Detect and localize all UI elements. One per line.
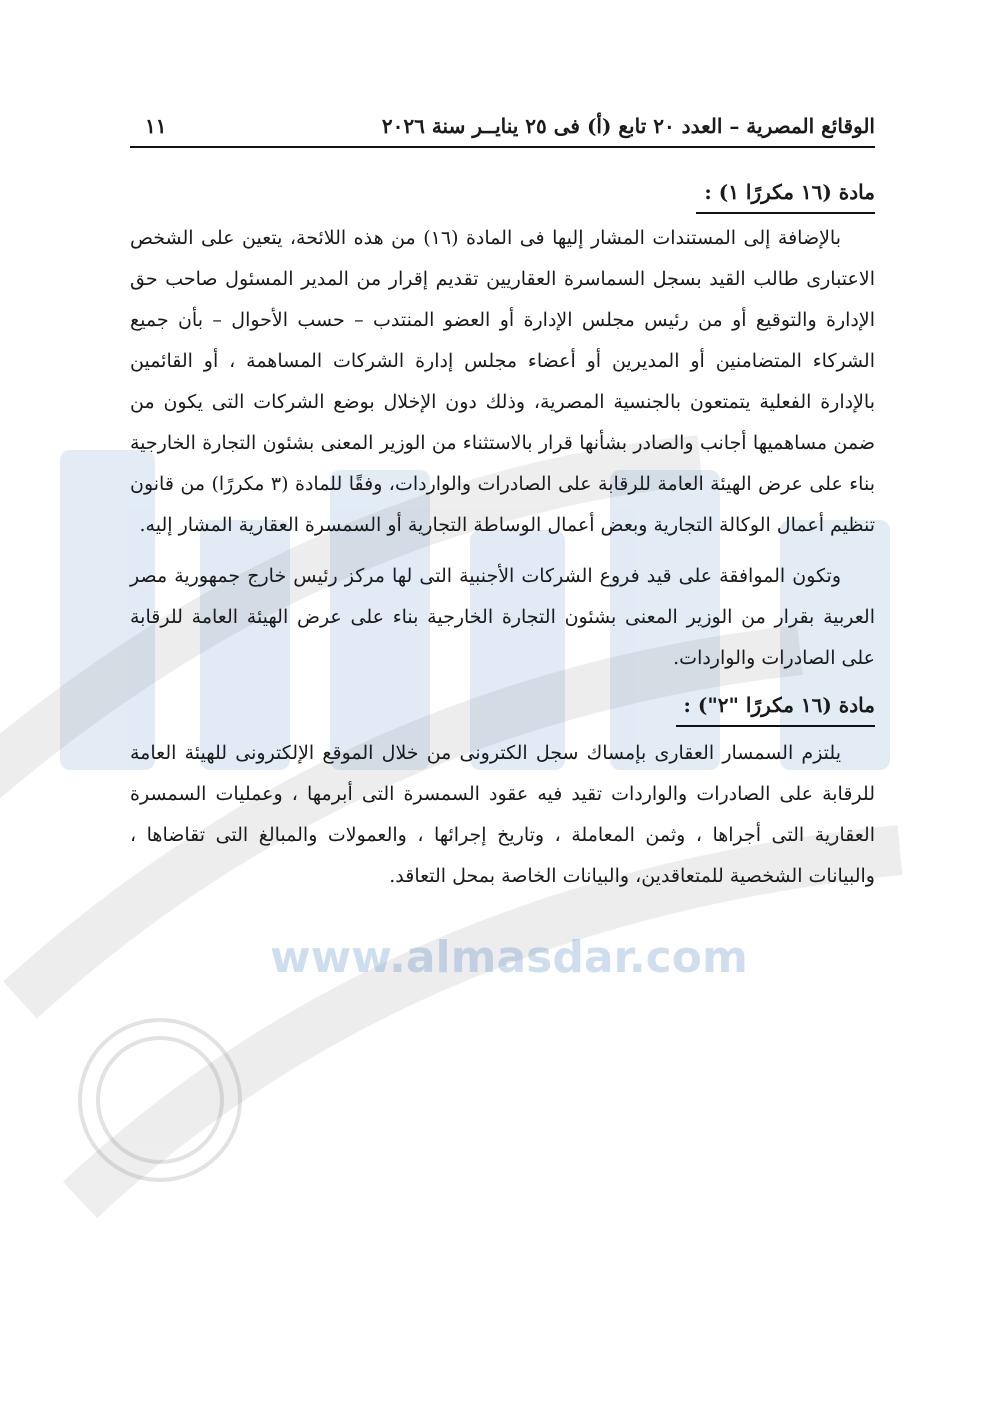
page-number: ١١ bbox=[145, 114, 167, 138]
article-1-title: مادة (١٦ مكررًا ١) : bbox=[130, 174, 875, 210]
page-header bbox=[130, 100, 875, 148]
article-2 bbox=[130, 687, 875, 897]
document-page bbox=[130, 100, 875, 897]
article-1 bbox=[130, 174, 875, 679]
article-2-paragraph-1: يلتزم السمسار العقارى بإمساك سجل الكترونى من خلال الموقع الإلكترونى للهيئة العامة للرقابة على الصادرات والواردات تقيد فيه عقود السمسرة التى أبرمها ، وعمليات السمسرة العقارية التى أجراها ، وثمن المعاملة ، وتاريخ إجرائها ، والعمولات والمبالغ التى تقاضاها ، والبيانات الشخصية للمتعاقدين، والبيانات الخاصة بمحل التعاقد. bbox=[130, 742, 875, 887]
article-2-title: مادة (١٦ مكررًا "٢") : bbox=[130, 687, 875, 723]
article-1-paragraph-2: وتكون الموافقة على قيد فروع الشركات الأجنبية التى لها مركز رئيس خارج جمهورية مصر العربية بقرار من الوزير المعنى بشئون التجارة الخارجية بناء على عرض الهيئة العامة للرقابة على الصادرات والواردات. bbox=[130, 565, 875, 669]
header-title: الوقائع المصرية – العدد ٢٠ تابع (أ) فى ٢٥ ينايــر سنة ٢٠٢٦ bbox=[381, 114, 875, 138]
watermark-url: www.almasdar.com bbox=[270, 932, 748, 983]
article-1-paragraph-1: بالإضافة إلى المستندات المشار إليها فى المادة (١٦) من هذه اللائحة، يتعين على الشخص الاعتبارى طالب القيد بسجل السماسرة العقاريين تقديم إقرار من المدير المسئول صاحب حق الإدارة والتوقيع أو من رئيس مجلس الإدارة أو العضو المنتدب – حسب الأحوال – بأن جميع الشركاء المتضامنين أو المديرين أو أعضاء مجلس إدارة الشركات المساهمة ، أو القائمين بالإدارة الفعلية يتمتعون بالجنسية المصرية، وذلك دون الإخلال بوضع الشركات التى يكون من ضمن مساهميها أجانب والصادر بشأنها قرار بالاستثناء من الوزير المعنى بشئون التجارة الخارجية بناء على عرض الهيئة العامة للرقابة على الصادرات والواردات، وفقًا للمادة (٣ مكررًا) من قانون تنظيم أعمال الوكالة التجارية وبعض أعمال الوساطة التجارية أو السمسرة العقارية المشار إليه. bbox=[130, 227, 875, 536]
